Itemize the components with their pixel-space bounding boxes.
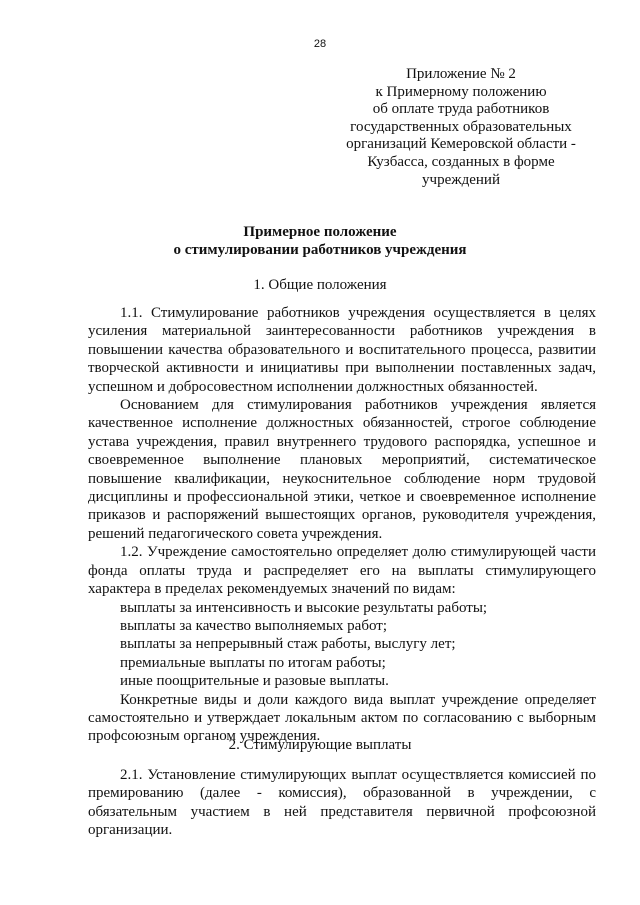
paragraph: 1.2. Учреждение самостоятельно определяет долю стимулирующей части фонда оплаты труда и распределяет его на выплаты стимулирующего характера в пределах рекомендуемых значений по видам: xyxy=(88,544,596,598)
paragraph: Основанием для стимулирования работников учреждения является качественное исполнение должностных обязанностей, строгое соблюдение устава учреждения, правил внутреннего трудового распорядка, успешное и своевременное выполнение плановых мероприятий, систематическое повышение квалификации, неукоснительное соблюдение норм трудовой дисциплины и профессиональной этики, четкое и своевременное исполнение приказов и распоряжений вышестоящих органов, руководителя учреждения, решений педагогического совета учреждения. xyxy=(88,397,596,542)
paragraph: 1.1. Стимулирование работников учреждения осуществляется в целях усиления материальной заинтересованности работников учреждения в повышении качества образовательного и воспитательного процесса, развитии творческой активности и инициативы при выполнении поставленных задач, успешном и добросовестном исполнении должностных обязанностей. xyxy=(88,305,596,395)
appendix-line: государственных образовательных xyxy=(350,118,572,135)
section-2-heading: 2. Стимулирующие выплаты xyxy=(228,737,412,753)
appendix-line: Кузбасса, созданных в форме xyxy=(367,153,555,170)
title-line: о стимулировании работников учреждения xyxy=(173,241,467,258)
appendix-line: учреждений xyxy=(422,171,500,188)
paragraph: 2.1. Установление стимулирующих выплат осуществляется комиссией по премированию (далее - комиссия), образованной в учреждении, с обязательным участием в ней представителя первичной профсоюзной организации. xyxy=(88,767,596,839)
document-title xyxy=(0,224,640,259)
appendix-line: об оплате труда работников xyxy=(372,101,550,118)
page-number: 28 xyxy=(313,38,327,50)
appendix-line: к Примерному положению xyxy=(375,83,547,100)
appendix-line: организаций Кемеровской области - xyxy=(346,136,576,153)
title-line: Примерное положение xyxy=(243,224,397,240)
section-2-body xyxy=(88,766,596,840)
list-item: выплаты за интенсивность и высокие результаты работы; xyxy=(120,599,488,616)
list-item: выплаты за непрерывный стаж работы, выслугу лет; xyxy=(120,636,456,653)
appendix-line: Приложение № 2 xyxy=(406,66,516,82)
list-item: выплаты за качество выполняемых работ; xyxy=(120,617,387,634)
appendix-header xyxy=(330,66,592,189)
list-item: премиальные выплаты по итогам работы; xyxy=(120,654,386,671)
list-item: иные поощрительные и разовые выплаты. xyxy=(120,673,389,690)
section-1-body xyxy=(88,304,596,746)
paragraph: Конкретные виды и доли каждого вида выплат учреждение определяет самостоятельно и утверждает локальным актом по согласованию с выборным профсоюзным органом учреждения. xyxy=(88,691,596,745)
section-1-heading: 1. Общие положения xyxy=(253,277,387,293)
